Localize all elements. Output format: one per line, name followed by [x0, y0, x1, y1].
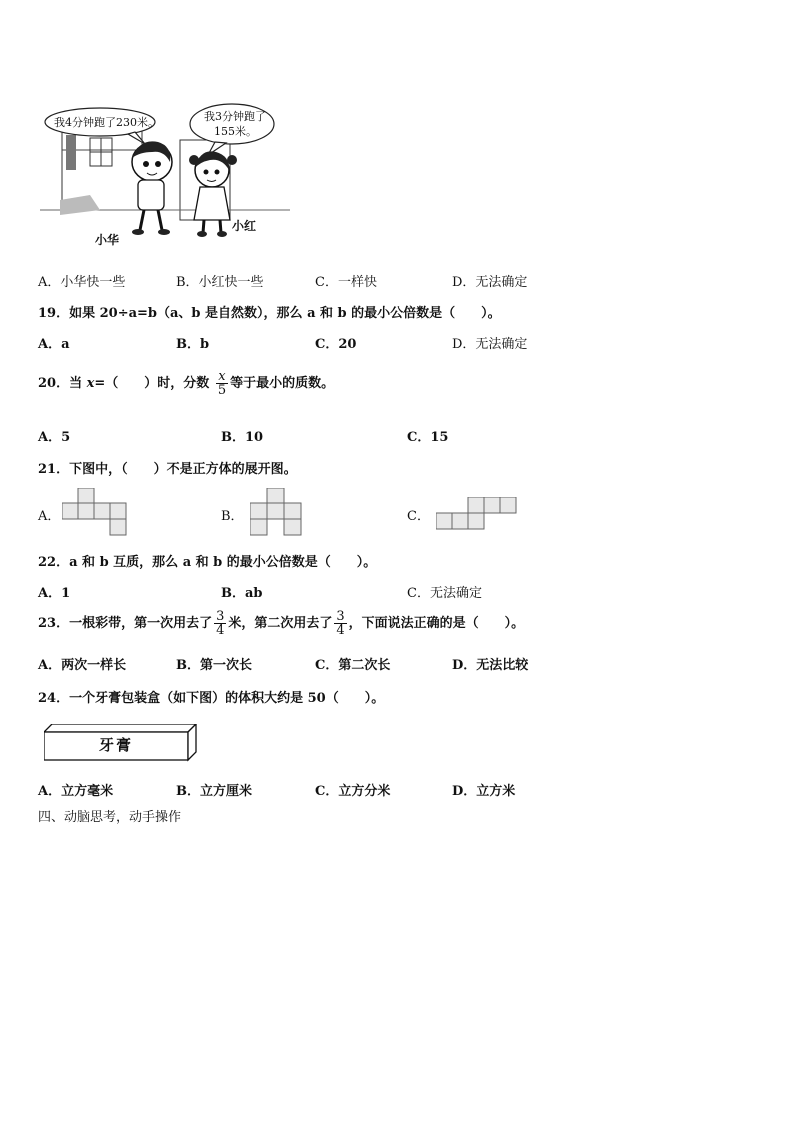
q23-option-a: A．两次一样长 — [38, 658, 127, 673]
q20-suffix: 等于最小的质数。 — [230, 376, 335, 391]
q20-frac-num: x — [216, 370, 228, 384]
q21-text: 21．下图中，（ ）不是正方体的展开图。 — [38, 462, 297, 477]
toothpaste-box-figure — [44, 724, 198, 762]
q19-text: 19．如果 20÷a=b（a、b 是自然数），那么 a 和 b 的最小公倍数是（ ）。 — [38, 306, 501, 321]
q20-option-a: A．5 — [38, 430, 71, 445]
q23-frac2-num: 3 — [336, 609, 345, 624]
q20-option-b: B．10 — [221, 430, 264, 445]
bubble-right-text-line1: 我3分钟跑了 — [204, 110, 266, 123]
q22-option-c: C．无法确定 — [407, 586, 482, 601]
q20-mid: =（ ）时，分数 — [94, 376, 210, 391]
bubble-left-text: 我4分钟跑了230米。 — [54, 116, 159, 129]
q24-option-b: B．立方厘米 — [176, 784, 252, 799]
q24-option-a: A．立方毫米 — [38, 784, 114, 799]
q18-option-d: D．无法确定 — [452, 275, 528, 290]
q23-mid: 米，第二次用去了 — [228, 616, 333, 631]
toothpaste-box-label: 牙膏 — [98, 736, 133, 754]
q19-option-d: D．无法确定 — [452, 337, 528, 352]
q20-fraction — [216, 370, 228, 397]
q19-option-b: B．b — [176, 337, 210, 352]
q23-suffix: ，下面说法正确的是（ ）。 — [348, 616, 525, 631]
q22-text: 22．a 和 b 互质，那么 a 和 b 的最小公倍数是（ ）。 — [38, 555, 377, 570]
q22-option-a: A．1 — [38, 586, 71, 601]
bubble-right-text-line2: 155米。 — [214, 125, 257, 138]
q21-net-a — [62, 488, 128, 536]
q20-frac-den: 5 — [217, 383, 227, 398]
section-4-title: 四、动脑思考，动手操作 — [38, 810, 182, 825]
q19-option-a: A．a — [38, 337, 70, 352]
q23-option-d: D．无法比较 — [452, 658, 529, 673]
q20-prefix: 20．当 — [38, 376, 83, 391]
q23-option-b: B．第一次长 — [176, 658, 252, 673]
q22-option-b: B．ab — [221, 586, 263, 601]
q18-option-b: B．小红快一些 — [176, 275, 264, 290]
q24-option-d: D．立方米 — [452, 784, 516, 799]
name-right: 小红 — [232, 219, 257, 233]
name-left: 小华 — [95, 233, 120, 247]
q24-text: 24．一个牙膏包装盒（如下图）的体积大约是 50（ ）。 — [38, 691, 385, 706]
q23-fraction-2 — [334, 610, 346, 637]
q18-option-a: A．小华快一些 — [38, 275, 126, 290]
q19-option-c: C．20 — [315, 337, 357, 352]
q21-net-c — [436, 497, 518, 531]
q20-text — [38, 370, 334, 397]
running-illustration — [40, 100, 290, 250]
q23-option-c: C．第二次长 — [315, 658, 391, 673]
q24-option-c: C．立方分米 — [315, 784, 391, 799]
q20-var: x — [86, 376, 95, 391]
q21-net-b — [250, 488, 302, 536]
q23-frac1-den: 4 — [216, 623, 225, 638]
q18-option-c: C．一样快 — [315, 275, 377, 290]
q23-fraction-1 — [214, 610, 226, 637]
q21-option-c: C． — [407, 509, 430, 524]
q23-prefix: 23．一根彩带，第一次用去了 — [38, 616, 213, 631]
q21-option-b: B． — [221, 509, 244, 524]
q23-frac1-num: 3 — [216, 609, 225, 624]
q23-text — [38, 610, 524, 637]
q21-option-a: A． — [38, 509, 61, 524]
q23-frac2-den: 4 — [336, 623, 345, 638]
q20-option-c: C．15 — [407, 430, 449, 445]
